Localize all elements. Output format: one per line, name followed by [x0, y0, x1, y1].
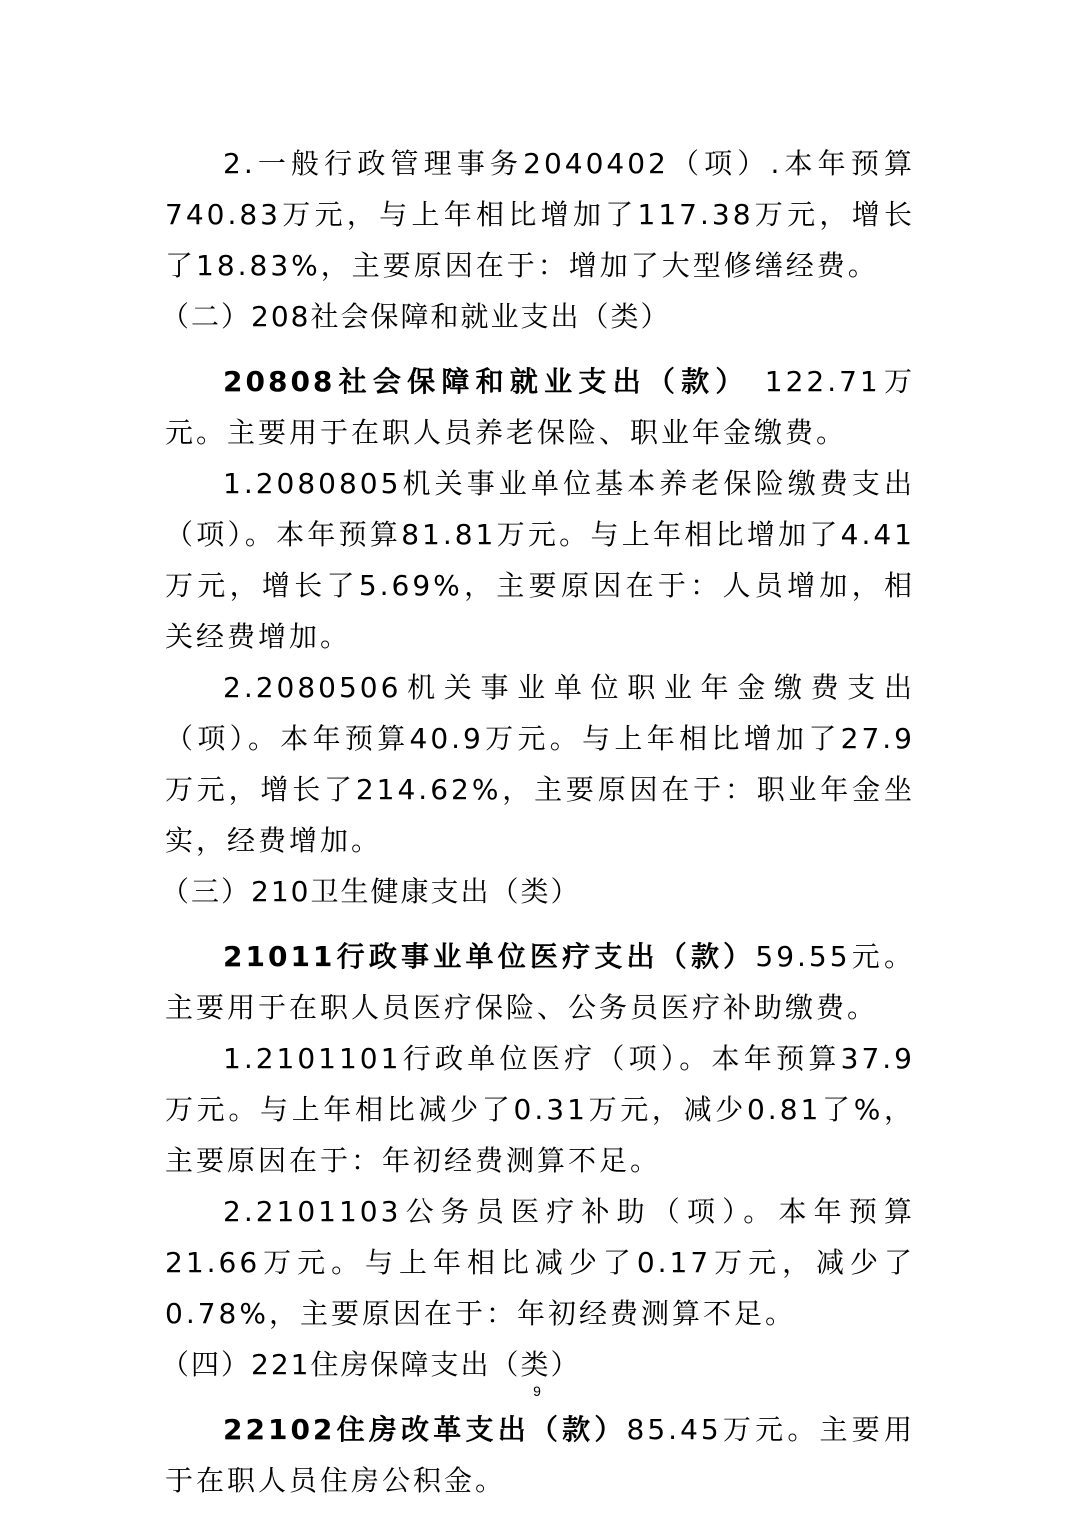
heading-housing: （四）221住房保障支出（类） — [161, 1348, 581, 1381]
section-title-medical: 21011行政事业单位医疗支出（款） — [223, 940, 756, 973]
paragraph-admin-medical: 1.2101101行政单位医疗（项）。本年预算37.9万元。与上年相比减少了0.31万元，减少0.81了%，主要原因在于：年初经费测算不足。 — [165, 1042, 915, 1177]
document-body — [161, 138, 915, 1506]
paragraph-civil-servant-medical: 2.2101103公务员医疗补助（项）。本年预算21.66万元。与上年相比减少了0.17万元，减少了0.78%，主要原因在于：年初经费测算不足。 — [165, 1195, 915, 1330]
paragraph-pension-insurance: 1.2080805机关事业单位基本养老保险缴费支出（项）。本年预算81.81万元。与上年相比增加了4.41万元，增长了5.69%，主要原因在于：人员增加，相关经费增加。 — [165, 467, 915, 653]
paragraph-general-admin: 2.一般行政管理事务2040402（项）.本年预算740.83万元，与上年相比增加了117.38万元，增长了18.83%，主要原因在于：增加了大型修缮经费。 — [165, 147, 915, 282]
section-text-housing: 85.45万元。主要用于在职人员住房公积金。 — [165, 1413, 915, 1497]
heading-social-security: （二）208社会保障和就业支出（类） — [161, 300, 671, 333]
heading-health: （三）210卫生健康支出（类） — [161, 875, 581, 908]
section-text-social-security: 122.71万元。主要用于在职人员养老保险、职业年金缴费。 — [165, 365, 915, 449]
section-title-social-security: 20808社会保障和就业支出（款） — [223, 365, 750, 398]
paragraph-housing-section — [165, 1404, 915, 1506]
paragraph-occupational-annuity: 2.2080506机关事业单位职业年金缴费支出（项）。本年预算40.9万元。与上年相比增加了27.9万元，增长了214.62%，主要原因在于：职业年金坐实，经费增加。 — [165, 671, 915, 857]
section-text-medical: 59.55元。主要用于在职人员医疗保险、公务员医疗补助缴费。 — [165, 940, 915, 1024]
page-number: 9 — [533, 1383, 541, 1399]
paragraph-social-security-section — [165, 356, 915, 458]
paragraph-medical-section — [165, 931, 915, 1033]
section-title-housing: 22102住房改革支出（款） — [223, 1413, 627, 1446]
